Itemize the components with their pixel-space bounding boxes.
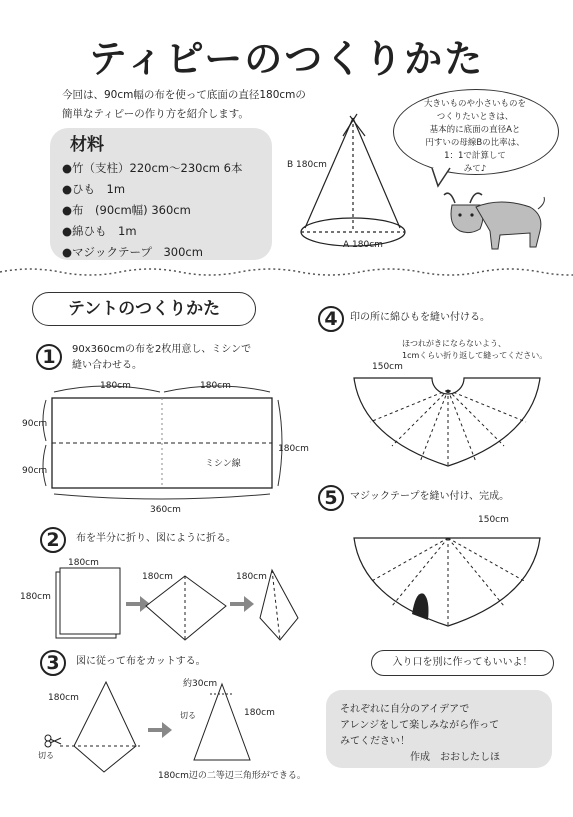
material-item: ●ひも 1m xyxy=(62,182,126,196)
entrance-note: 入り口を別に作ってもいいよ！ xyxy=(371,650,554,676)
material-item: ●竹（支柱）220cm〜230cm 6本 xyxy=(62,161,243,175)
step-4-hint-2: 1cmくらい折り返して縫ってください。 xyxy=(402,351,548,360)
bubble-text xyxy=(400,98,550,176)
step-1-diagram xyxy=(40,380,300,500)
step-4-dim: 150cm xyxy=(372,362,403,372)
bubble-line: みて♪ xyxy=(463,164,487,174)
step-1-dim-top-left: 180cm xyxy=(100,381,131,391)
step-1-line: 縫い合わせる。 xyxy=(72,360,142,371)
step-1-line: 90x360cmの布を2枚用意し、ミシンで xyxy=(72,344,252,355)
buffalo-icon xyxy=(440,185,550,255)
step-1-dim-bottom: 360cm xyxy=(150,505,181,515)
step-3-caption: 180cm辺の二等辺三角形ができる。 xyxy=(158,771,306,781)
step-1-seam-label: ミシン線 xyxy=(205,459,241,469)
material-item: ●布 (90cm幅) 360cm xyxy=(62,203,191,217)
step-5-number: 5 xyxy=(318,485,344,511)
step-4-text: 印の所に綿ひもを縫い付ける。 xyxy=(350,312,490,323)
section-title: テントのつくりかた xyxy=(32,292,256,326)
step-3-cut-1: 切る xyxy=(38,751,54,760)
bubble-line: 大きいものや小さいものを xyxy=(423,99,526,109)
scissors-icon xyxy=(44,734,62,748)
step-3-diagram xyxy=(40,676,290,776)
closing-line: アレンジをして楽しみながら作って xyxy=(340,720,500,731)
step-1-text xyxy=(72,342,251,374)
step-4-hint-1: ほつれがきにならないよう、 xyxy=(402,339,506,348)
step-4-diagram xyxy=(340,360,550,478)
step-1-dim-left-top: 90cm xyxy=(22,419,48,429)
step-3-cut-2: 切る xyxy=(180,711,196,720)
bubble-line: 円すいの母線Bの比率は、 xyxy=(425,138,525,148)
step-2-text: 布を半分に折り、図にように折る。 xyxy=(76,533,236,544)
material-item: ●マジックテープ 300cm xyxy=(62,245,203,259)
step-3-text: 図に従って布をカットする。 xyxy=(76,656,206,667)
step-2-number: 2 xyxy=(40,527,66,553)
step-1-dim-left-bottom: 90cm xyxy=(22,466,48,476)
intro-line-1: 今回は、90cm幅の布を使って底面の直径180cmの xyxy=(62,89,306,101)
materials-heading: 材料 xyxy=(70,135,104,155)
intro-line-2: 簡単なティピーの作り方を紹介します。 xyxy=(62,108,249,120)
step-1-dim-top-right: 180cm xyxy=(200,381,231,391)
closing-line: みてください！ xyxy=(340,736,410,747)
step-2-diagram xyxy=(40,560,310,660)
step-3-number: 3 xyxy=(40,650,66,676)
bubble-line: 1：1で計算して xyxy=(444,151,506,161)
step-1-dim-right: 180cm xyxy=(278,444,309,454)
step-4-number: 4 xyxy=(318,306,344,332)
step-5-dim: 150cm xyxy=(478,515,509,525)
closing-line: それぞれに自分のアイデアで xyxy=(340,704,470,715)
step-5-diagram xyxy=(340,520,550,638)
step-3-dim-b: 180cm xyxy=(244,708,275,718)
materials-list xyxy=(62,158,242,263)
step-5-text: マジックテープを縫い付け、完成。 xyxy=(350,491,510,502)
tipi-label-b: B 180cm xyxy=(287,160,327,170)
divider-line xyxy=(0,262,573,278)
material-item: ●綿ひも 1m xyxy=(62,224,137,238)
bubble-line: 基本的に底面の直径Aと xyxy=(429,125,521,135)
closing-text xyxy=(340,702,500,766)
step-2-dim-a: 180cm xyxy=(68,558,99,568)
step-1-number: 1 xyxy=(36,344,62,370)
step-2-dim-d: 180cm xyxy=(236,572,267,582)
closing-credit: 作成 おおしたしほ xyxy=(410,752,500,763)
step-3-about: 約30cm xyxy=(183,679,218,689)
page-title: ティピーのつくりかた xyxy=(88,37,485,81)
tipi-label-a: A 180cm xyxy=(343,240,383,250)
step-2-dim-b: 180cm xyxy=(20,592,51,602)
step-3-dim-a: 180cm xyxy=(48,693,79,703)
bubble-line: つくりたいときは、 xyxy=(436,112,514,122)
step-2-dim-c: 180cm xyxy=(142,572,173,582)
